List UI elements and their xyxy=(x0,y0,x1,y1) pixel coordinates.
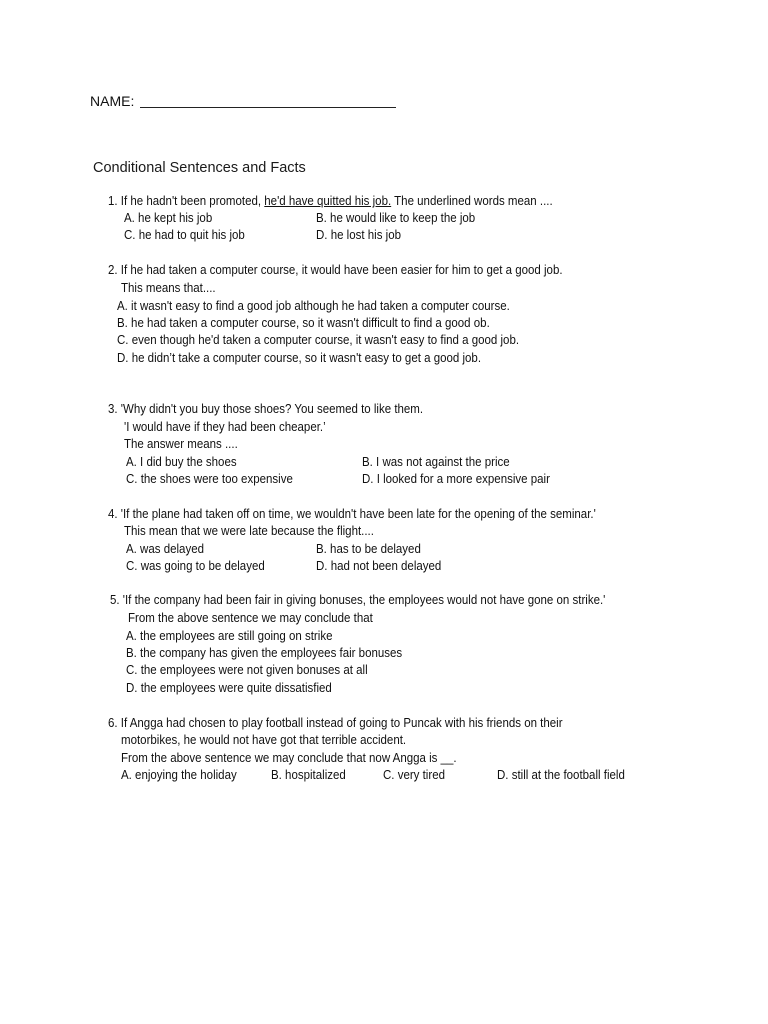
question-6-option-c: C. very tired xyxy=(383,768,445,782)
question-2-option-b: B. he had taken a computer course, so it wasn't difficult to find a good ob. xyxy=(117,316,490,330)
question-1-stem xyxy=(108,194,553,209)
question-1-stem-start: 1. If he hadn't been promoted, xyxy=(108,194,265,208)
question-3-stem-line-3: The answer means .... xyxy=(124,437,238,451)
name-blank-line xyxy=(140,107,396,108)
question-3-option-c: C. the shoes were too expensive xyxy=(126,472,293,486)
question-1-option-d: D. he lost his job xyxy=(316,228,402,242)
worksheet-title: Conditional Sentences and Facts xyxy=(93,160,306,176)
question-4-option-b: B. has to be delayed xyxy=(316,542,421,556)
question-2-option-a: A. it wasn't easy to find a good job although he had taken a computer course. xyxy=(117,299,510,313)
question-6-option-d: D. still at the football field xyxy=(497,768,625,782)
question-2-option-d: D. he didn’t take a computer course, so it wasn't easy to get a good job. xyxy=(117,351,482,365)
question-2-stem-line-1: 2. If he had taken a computer course, it would have been easier for him to get a good job. xyxy=(108,263,563,277)
question-1-underlined-phrase: he'd have quitted his job. xyxy=(264,194,392,208)
question-6-option-b: B. hospitalized xyxy=(271,768,346,782)
question-5-option-d: D. the employees were quite dissatisfied xyxy=(126,681,332,695)
question-3-stem-line-2: 'I would have if they had been cheaper.’ xyxy=(124,420,326,434)
question-3-option-a: A. I did buy the shoes xyxy=(126,455,237,469)
question-1-option-c: C. he had to quit his job xyxy=(124,228,245,242)
question-6-stem-line-1: 6. If Angga had chosen to play football instead of going to Puncak with his friends on their xyxy=(108,716,563,730)
question-1-option-a: A. he kept his job xyxy=(124,211,213,225)
question-6-stem-line-2: motorbikes, he would not have got that terrible accident. xyxy=(121,733,407,747)
question-4-option-d: D. had not been delayed xyxy=(316,559,442,573)
question-3-option-d: D. I looked for a more expensive pair xyxy=(362,472,550,486)
question-6-stem-line-3: From the above sentence we may conclude that now Angga is __. xyxy=(121,751,457,765)
question-4-option-c: C. was going to be delayed xyxy=(126,559,265,573)
question-4-stem-line-2: This mean that we were late because the flight.... xyxy=(124,524,374,538)
question-3-stem-line-1: 3. 'Why didn't you buy those shoes? You seemed to like them. xyxy=(108,402,424,416)
question-4-stem-line-1: 4. 'If the plane had taken off on time, we wouldn't have been late for the opening of the seminar.' xyxy=(108,507,596,521)
name-label: NAME: xyxy=(90,93,135,109)
question-2-stem-line-2: This means that.... xyxy=(121,281,216,295)
question-4-option-a: A. was delayed xyxy=(126,542,204,556)
question-5-stem-line-1: 5. 'If the company had been fair in giving bonuses, the employees would not have gone on strike.' xyxy=(110,593,606,607)
question-1-option-b: B. he would like to keep the job xyxy=(316,211,476,225)
question-2-option-c: C. even though he'd taken a computer course, it wasn't easy to find a good job. xyxy=(117,333,520,347)
question-6-option-a: A. enjoying the holiday xyxy=(121,768,237,782)
question-1-stem-end: The underlined words mean .... xyxy=(391,194,553,208)
question-5-option-c: C. the employees were not given bonuses at all xyxy=(126,663,368,677)
question-3-option-b: B. I was not against the price xyxy=(362,455,510,469)
question-5-option-b: B. the company has given the employees fair bonuses xyxy=(126,646,403,660)
question-5-option-a: A. the employees are still going on strike xyxy=(126,629,333,643)
question-5-stem-line-2: From the above sentence we may conclude that xyxy=(128,611,373,625)
